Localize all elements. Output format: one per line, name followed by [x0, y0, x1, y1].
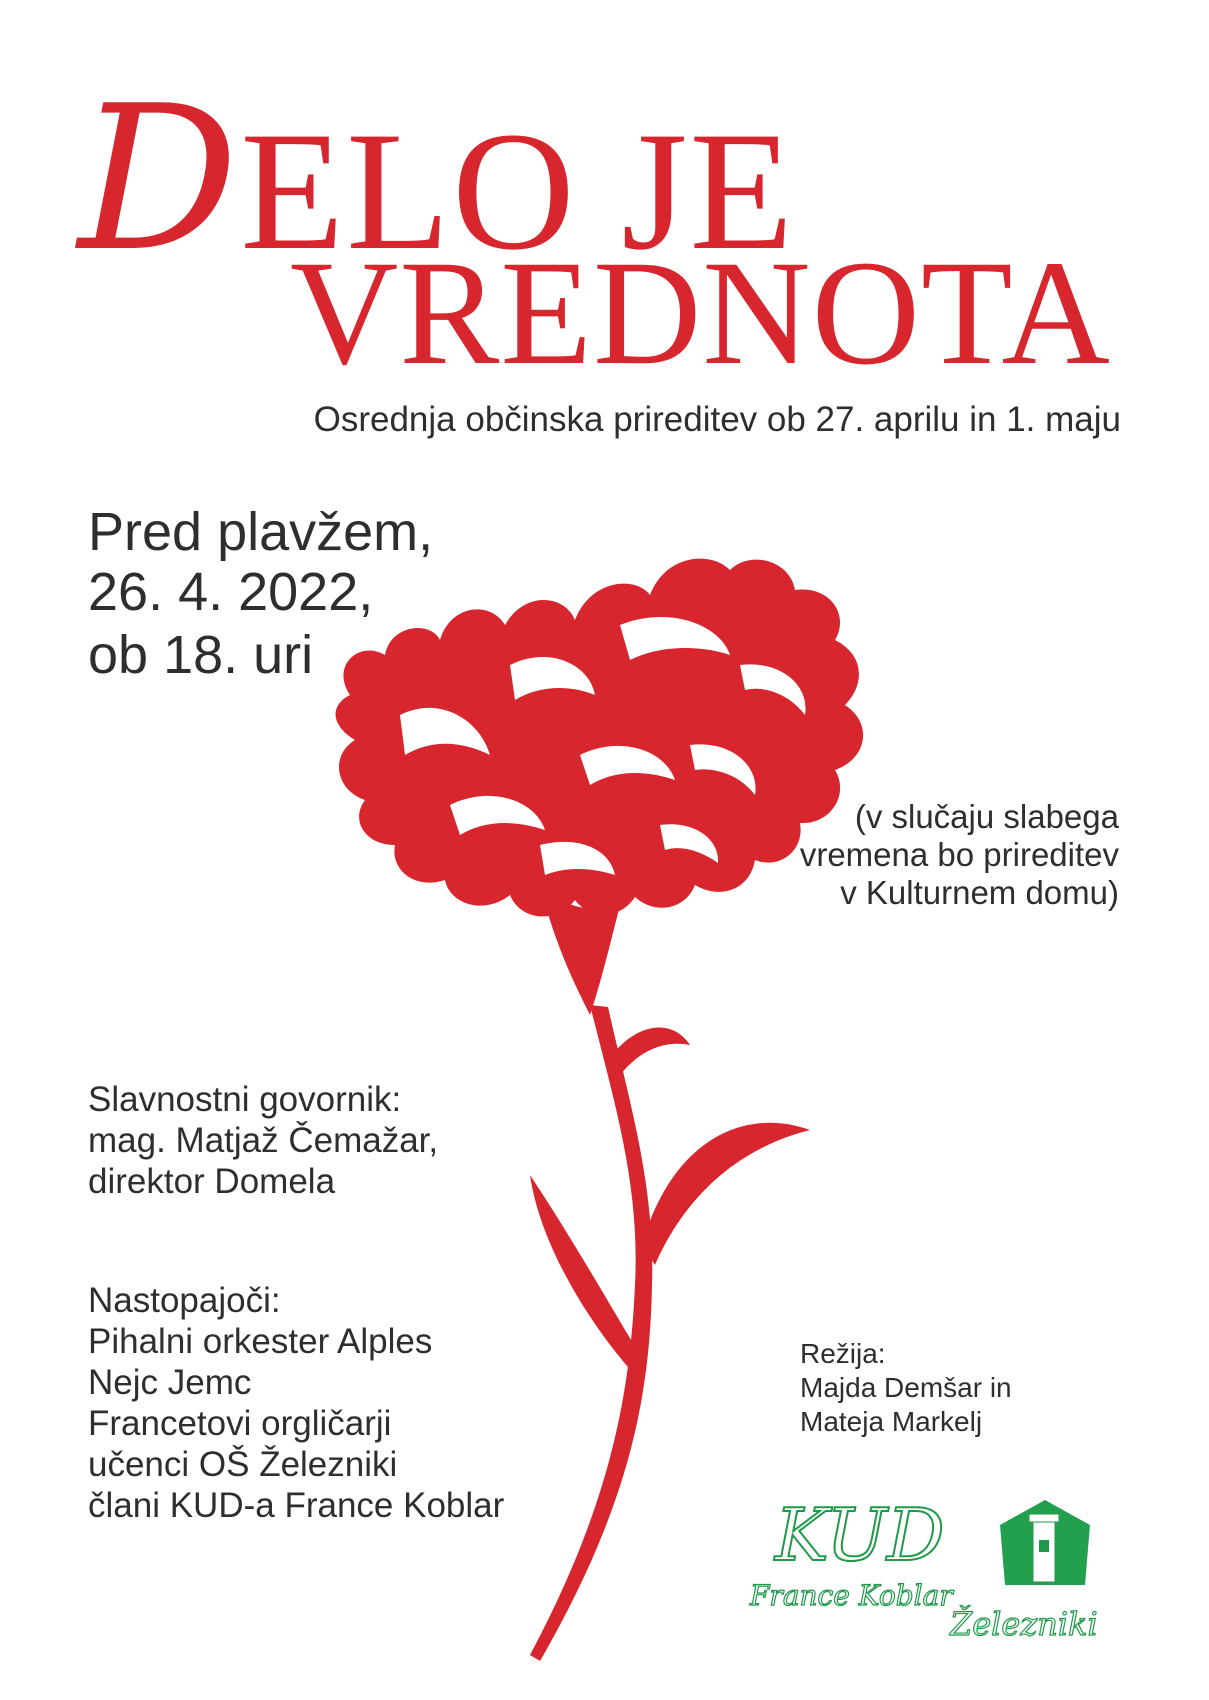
performers-heading: Nastopajoči: — [88, 1281, 281, 1320]
leaf-left — [530, 1175, 640, 1375]
speaker-name: mag. Matjaž Čemažar, — [88, 1121, 439, 1160]
weather-note-line: (v slučaju slabega — [854, 798, 1119, 835]
speaker-heading: Slavnostni govornik: — [88, 1080, 402, 1119]
direction-name: Mateja Markelj — [800, 1406, 983, 1437]
event-time: ob 18. uri — [88, 625, 314, 685]
direction-name: Majda Demšar in — [800, 1372, 1012, 1403]
tower-icon — [1000, 1500, 1090, 1585]
logo-name-line-1: France Koblar — [750, 1579, 953, 1612]
weather-note-line: vremena bo prireditev — [799, 836, 1119, 873]
performer-item: učenci OŠ Železniki — [88, 1445, 398, 1484]
logo-name-line-2: Železniki — [950, 1605, 1098, 1643]
title-line-2: VREDNOTA — [290, 230, 1111, 396]
speaker-role: direktor Domela — [88, 1162, 336, 1201]
performer-item: Nejc Jemc — [88, 1363, 252, 1402]
stem-tendril — [605, 1028, 690, 1075]
leaf-right — [642, 1123, 810, 1265]
carnation-stem — [530, 1005, 652, 1661]
weather-note-line: v Kulturnem domu) — [840, 874, 1119, 911]
performer-item: člani KUD-a France Koblar — [88, 1486, 505, 1525]
kud-logo — [745, 1480, 1125, 1650]
title-initial: D — [78, 63, 241, 296]
subtitle: Osrednja občinska prireditev ob 27. aprilu in 1. maju — [313, 400, 1121, 439]
event-location: Pred plavžem, — [88, 502, 434, 562]
logo-initials: KUD — [775, 1493, 945, 1577]
direction-heading: Režija: — [800, 1338, 886, 1369]
performer-item: Pihalni orkester Alples — [88, 1322, 433, 1361]
event-date: 26. 4. 2022, — [88, 562, 374, 622]
title-line-1-rest: ELO JE — [240, 97, 796, 285]
performer-item: Francetovi orgličarji — [88, 1404, 392, 1443]
